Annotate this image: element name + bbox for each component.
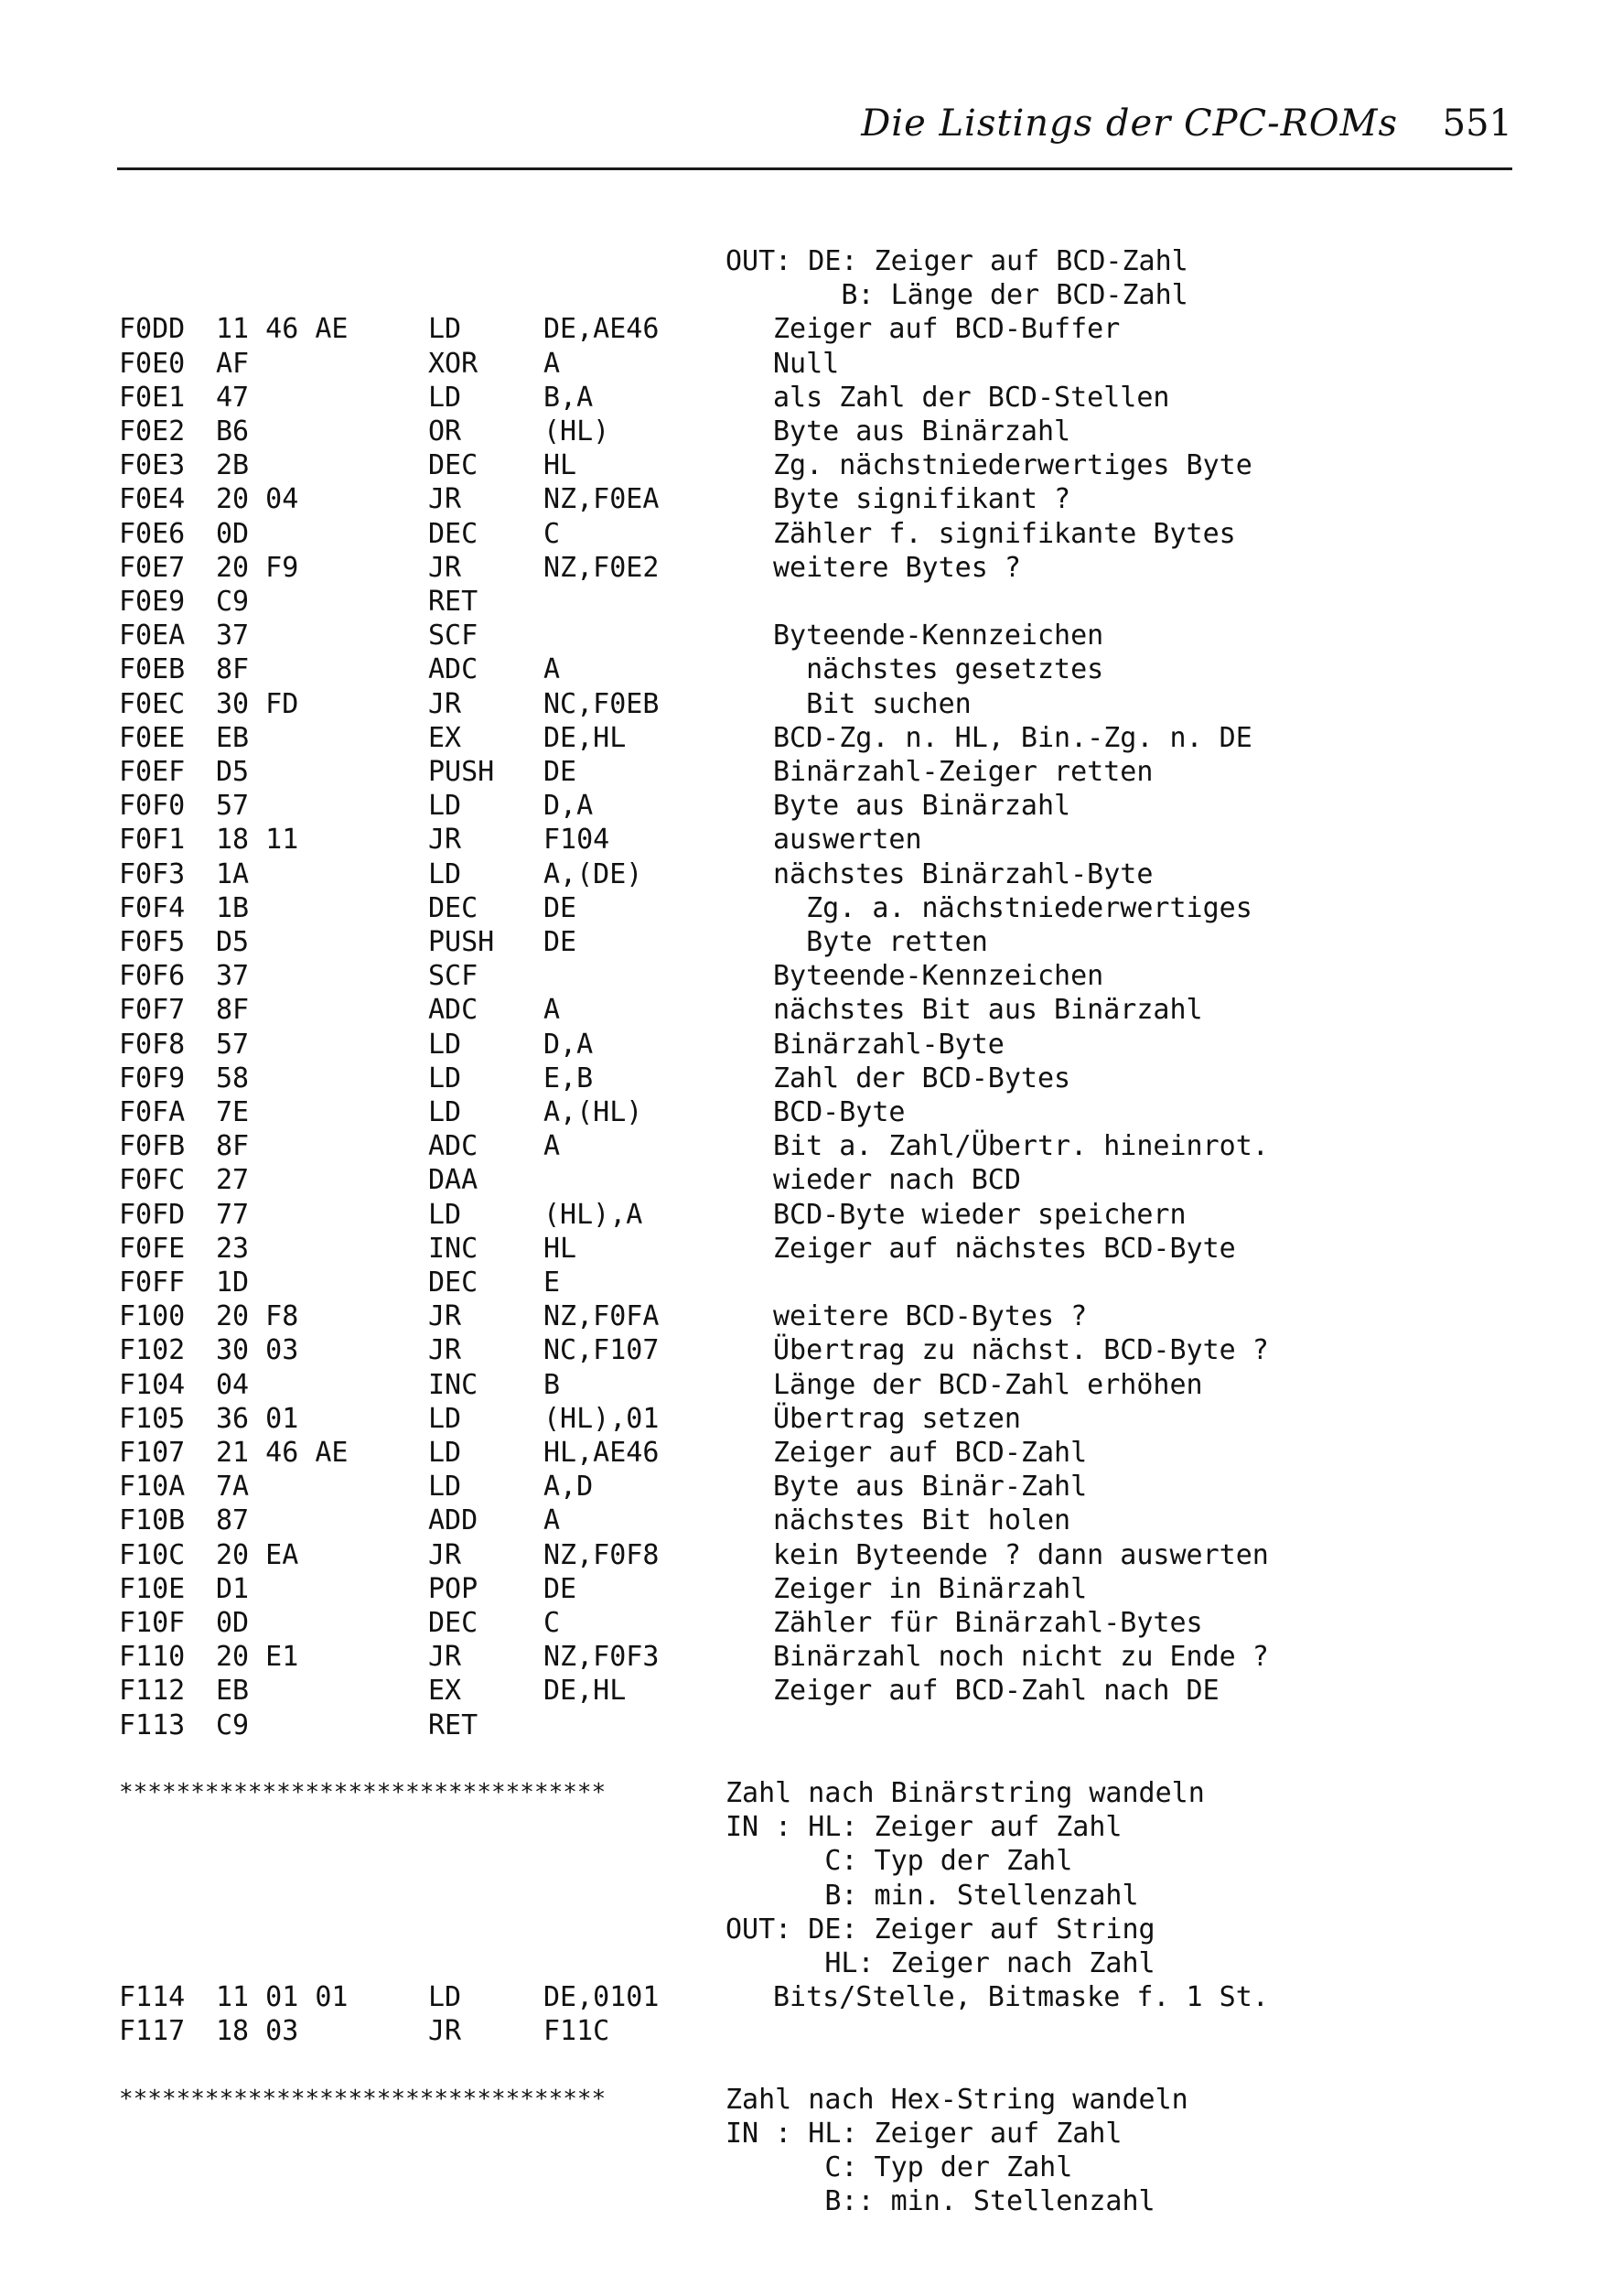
comment: Zahl der BCD-Bytes xyxy=(773,1062,1071,1094)
mnemonic: LD xyxy=(428,1198,462,1231)
opcode-bytes: 7E xyxy=(216,1096,250,1128)
opcode-bytes: 18 11 xyxy=(216,824,299,857)
mnemonic: ADD xyxy=(428,1504,478,1537)
operands: NZ,F0F3 xyxy=(543,1641,660,1674)
mnemonic: DEC xyxy=(428,1607,478,1639)
mnemonic: JR xyxy=(428,1300,462,1333)
listing-line xyxy=(0,687,1612,721)
comment: Byte retten xyxy=(773,926,988,958)
mnemonic: RET xyxy=(428,1709,478,1741)
description-text: OUT: DE: Zeiger auf String xyxy=(725,1913,1155,1946)
comment: weitere Bytes ? xyxy=(773,551,1021,584)
address: F10B xyxy=(119,1504,186,1537)
operands: NZ,F0F8 xyxy=(543,1538,660,1571)
operands: NZ,F0EA xyxy=(543,483,660,516)
opcode-bytes: 11 46 AE xyxy=(216,313,349,346)
mnemonic: LD xyxy=(428,1437,462,1469)
opcode-bytes: 87 xyxy=(216,1504,250,1537)
mnemonic: JR xyxy=(428,824,462,857)
opcode-bytes: EB xyxy=(216,721,250,754)
mnemonic: LD xyxy=(428,1028,462,1061)
comment: Binärzahl-Byte xyxy=(773,1028,1005,1061)
mnemonic: XOR xyxy=(428,347,478,380)
operands: A,(DE) xyxy=(543,857,643,890)
listing-line xyxy=(0,1028,1612,1062)
comment: Byte signifikant ? xyxy=(773,483,1071,516)
operands: DE xyxy=(543,756,577,788)
comment: Byteende-Kennzeichen xyxy=(773,620,1104,652)
address: F100 xyxy=(119,1300,186,1333)
operands: DE xyxy=(543,891,577,924)
comment: nächstes Binärzahl-Byte xyxy=(773,857,1154,890)
address: F0F8 xyxy=(119,1028,186,1061)
comment: Binärzahl-Zeiger retten xyxy=(773,756,1154,788)
address: F0E6 xyxy=(119,517,186,550)
mnemonic: LD xyxy=(428,381,462,414)
routine-separator xyxy=(0,1776,1612,1810)
operands: E,B xyxy=(543,1062,594,1094)
description-text: HL: Zeiger nach Zahl xyxy=(725,1947,1155,1979)
opcode-bytes: 37 xyxy=(216,960,250,993)
description-text: B: Länge der BCD-Zahl xyxy=(725,279,1188,312)
address: F0F3 xyxy=(119,857,186,890)
operands: DE,HL xyxy=(543,721,627,754)
comment: weitere BCD-Bytes ? xyxy=(773,1300,1088,1333)
listing-line xyxy=(0,755,1612,789)
operands: NZ,F0FA xyxy=(543,1300,660,1333)
opcode-bytes: 0D xyxy=(216,517,250,550)
listing-line xyxy=(0,1572,1612,1606)
opcode-bytes: 7A xyxy=(216,1471,250,1504)
address: F0FC xyxy=(119,1164,186,1197)
address: F10E xyxy=(119,1572,186,1605)
operands: D,A xyxy=(543,1028,594,1061)
listing-line xyxy=(0,619,1612,652)
operands: A xyxy=(543,1504,561,1537)
address: F0E7 xyxy=(119,551,186,584)
operands: A,(HL) xyxy=(543,1096,643,1128)
comment: Zeiger auf nächstes BCD-Byte xyxy=(773,1232,1236,1265)
comment: Byteende-Kennzeichen xyxy=(773,960,1104,993)
operands: E xyxy=(543,1267,561,1299)
opcode-bytes: 57 xyxy=(216,1028,250,1061)
comment: Zeiger in Binärzahl xyxy=(773,1572,1088,1605)
mnemonic: JR xyxy=(428,1641,462,1674)
star-separator: ********************************** xyxy=(119,2085,607,2113)
description-text: OUT: DE: Zeiger auf BCD-Zahl xyxy=(725,245,1188,277)
listing-line xyxy=(0,415,1612,448)
listing-line xyxy=(0,1640,1612,1674)
routine-description xyxy=(0,1879,1612,1913)
listing-line xyxy=(0,721,1612,755)
comment: Zeiger auf BCD-Zahl xyxy=(773,1437,1088,1469)
blank-line xyxy=(0,1742,1612,1776)
comment: BCD-Byte xyxy=(773,1096,906,1128)
address: F0FB xyxy=(119,1130,186,1163)
opcode-bytes: 23 xyxy=(216,1232,250,1265)
address: F0E3 xyxy=(119,449,186,482)
routine-description xyxy=(0,1844,1612,1878)
listing-line xyxy=(0,347,1612,381)
operands: C xyxy=(543,1607,561,1639)
address: F0E1 xyxy=(119,381,186,414)
opcode-bytes: 8F xyxy=(216,994,250,1027)
mnemonic: LD xyxy=(428,1471,462,1504)
opcode-bytes: 57 xyxy=(216,790,250,823)
address: F0FA xyxy=(119,1096,186,1128)
description-text: B:: min. Stellenzahl xyxy=(725,2185,1155,2218)
address: F0F4 xyxy=(119,891,186,924)
address: F0E4 xyxy=(119,483,186,516)
opcode-bytes: C9 xyxy=(216,586,250,618)
routine-description xyxy=(0,1946,1612,1980)
listing-line xyxy=(0,789,1612,823)
address: F102 xyxy=(119,1334,186,1367)
operands: A xyxy=(543,347,561,380)
comment: Übertrag setzen xyxy=(773,1402,1021,1435)
mnemonic: DAA xyxy=(428,1164,478,1197)
opcode-bytes: 18 03 xyxy=(216,2015,299,2048)
operands: DE,0101 xyxy=(543,1981,660,2014)
opcode-bytes: 1B xyxy=(216,891,250,924)
address: F0F9 xyxy=(119,1062,186,1094)
listing-line xyxy=(0,1095,1612,1129)
mnemonic: INC xyxy=(428,1368,478,1401)
opcode-bytes: 58 xyxy=(216,1062,250,1094)
opcode-bytes: 0D xyxy=(216,1607,250,1639)
opcode-bytes: 2B xyxy=(216,449,250,482)
operands: A xyxy=(543,994,561,1027)
address: F10A xyxy=(119,1471,186,1504)
mnemonic: SCF xyxy=(428,620,478,652)
address: F110 xyxy=(119,1641,186,1674)
listing-line xyxy=(0,1266,1612,1299)
listing-line xyxy=(0,1333,1612,1367)
address: F0F7 xyxy=(119,994,186,1027)
mnemonic: ADC xyxy=(428,994,478,1027)
operands: NC,F107 xyxy=(543,1334,660,1367)
address: F0E9 xyxy=(119,586,186,618)
mnemonic: DEC xyxy=(428,517,478,550)
comment: Bit suchen xyxy=(773,687,972,720)
address: F104 xyxy=(119,1368,186,1401)
routine-description xyxy=(0,2117,1612,2150)
mnemonic: OR xyxy=(428,415,462,447)
operands: (HL),A xyxy=(543,1198,643,1231)
description-text: IN : HL: Zeiger auf Zahl xyxy=(725,2118,1123,2150)
mnemonic: LD xyxy=(428,313,462,346)
mnemonic: DEC xyxy=(428,1267,478,1299)
mnemonic: EX xyxy=(428,1675,462,1708)
operands: F11C xyxy=(543,2015,610,2048)
listing-line xyxy=(0,925,1612,959)
mnemonic: JR xyxy=(428,551,462,584)
mnemonic: INC xyxy=(428,1232,478,1265)
comment: als Zahl der BCD-Stellen xyxy=(773,381,1170,414)
mnemonic: EX xyxy=(428,721,462,754)
operands: A xyxy=(543,653,561,686)
address: F0EB xyxy=(119,653,186,686)
operands: B,A xyxy=(543,381,594,414)
opcode-bytes: 30 FD xyxy=(216,687,299,720)
address: F0F1 xyxy=(119,824,186,857)
comment: nächstes Bit aus Binärzahl xyxy=(773,994,1203,1027)
comment: Zähler f. signifikante Bytes xyxy=(773,517,1236,550)
listing-line xyxy=(0,1163,1612,1197)
mnemonic: ADC xyxy=(428,653,478,686)
opcode-bytes: 20 04 xyxy=(216,483,299,516)
comment: Zg. a. nächstniederwertiges xyxy=(773,891,1252,924)
address: F10C xyxy=(119,1538,186,1571)
operands: DE xyxy=(543,926,577,958)
opcode-bytes: B6 xyxy=(216,415,250,447)
opcode-bytes: 27 xyxy=(216,1164,250,1197)
address: F117 xyxy=(119,2015,186,2048)
opcode-bytes: 8F xyxy=(216,1130,250,1163)
opcode-bytes: 36 01 xyxy=(216,1402,299,1435)
comment: Byte aus Binärzahl xyxy=(773,790,1071,823)
listing-line xyxy=(0,585,1612,619)
listing-line xyxy=(0,1402,1612,1436)
opcode-bytes: 20 E1 xyxy=(216,1641,299,1674)
mnemonic: LD xyxy=(428,1981,462,2014)
listing-line xyxy=(0,1709,1612,1742)
operands: (HL) xyxy=(543,415,610,447)
mnemonic: DEC xyxy=(428,891,478,924)
listing-line xyxy=(0,448,1612,482)
comment: Länge der BCD-Zahl erhöhen xyxy=(773,1368,1203,1401)
opcode-bytes: 20 EA xyxy=(216,1538,299,1571)
header-title: Die Listings der CPC-ROMs xyxy=(861,102,1398,145)
routine-description xyxy=(0,1913,1612,1946)
mnemonic: JR xyxy=(428,2015,462,2048)
address: F114 xyxy=(119,1981,186,2014)
blank-line xyxy=(0,2049,1612,2083)
address: F0FF xyxy=(119,1267,186,1299)
operands: DE,AE46 xyxy=(543,313,660,346)
opcode-bytes: 20 F9 xyxy=(216,551,299,584)
comment: Byte aus Binär-Zahl xyxy=(773,1471,1088,1504)
comment: wieder nach BCD xyxy=(773,1164,1021,1197)
comment: Null xyxy=(773,347,840,380)
comment: Zeiger auf BCD-Buffer xyxy=(773,313,1121,346)
mnemonic: PUSH xyxy=(428,756,495,788)
mnemonic: JR xyxy=(428,687,462,720)
opcode-bytes: 8F xyxy=(216,653,250,686)
address: F0E0 xyxy=(119,347,186,380)
listing-line xyxy=(0,823,1612,857)
routine-description xyxy=(0,2150,1612,2184)
listing-line xyxy=(0,959,1612,993)
listing-line xyxy=(0,312,1612,346)
routine-title: Zahl nach Binärstring wandeln xyxy=(725,1777,1205,1809)
listing-line xyxy=(0,1062,1612,1095)
opcode-bytes: AF xyxy=(216,347,250,380)
mnemonic: PUSH xyxy=(428,926,495,958)
listing-line xyxy=(0,652,1612,686)
operands: B xyxy=(543,1368,561,1401)
opcode-bytes: C9 xyxy=(216,1709,250,1741)
address: F0EC xyxy=(119,687,186,720)
description-text: C: Typ der Zahl xyxy=(725,1845,1073,1878)
address: F0EE xyxy=(119,721,186,754)
comment: Zg. nächstniederwertiges Byte xyxy=(773,449,1252,482)
operands: (HL),01 xyxy=(543,1402,660,1435)
star-separator: ********************************** xyxy=(119,1779,607,1806)
address: F0F0 xyxy=(119,790,186,823)
mnemonic: LD xyxy=(428,1096,462,1128)
comment: auswerten xyxy=(773,824,922,857)
opcode-bytes: 77 xyxy=(216,1198,250,1231)
operands: DE xyxy=(543,1572,577,1605)
comment: Bits/Stelle, Bitmaske f. 1 St. xyxy=(773,1981,1269,2014)
routine-separator xyxy=(0,2083,1612,2117)
mnemonic: JR xyxy=(428,1334,462,1367)
operands: C xyxy=(543,517,561,550)
address: F0EF xyxy=(119,756,186,788)
listing-line xyxy=(0,1198,1612,1232)
comment: nächstes gesetztes xyxy=(773,653,1104,686)
operands: HL,AE46 xyxy=(543,1437,660,1469)
mnemonic: ADC xyxy=(428,1130,478,1163)
comment: BCD-Zg. n. HL, Bin.-Zg. n. DE xyxy=(773,721,1252,754)
comment: kein Byteende ? dann auswerten xyxy=(773,1538,1269,1571)
listing-line xyxy=(0,1299,1612,1333)
opcode-bytes: EB xyxy=(216,1675,250,1708)
address: F10F xyxy=(119,1607,186,1639)
comment: Übertrag zu nächst. BCD-Byte ? xyxy=(773,1334,1269,1367)
address: F107 xyxy=(119,1437,186,1469)
address: F0EA xyxy=(119,620,186,652)
listing-line xyxy=(0,857,1612,891)
operands: A xyxy=(543,1130,561,1163)
listing-line xyxy=(0,482,1612,516)
listing-line xyxy=(0,1504,1612,1537)
address: F0DD xyxy=(119,313,186,346)
comment: nächstes Bit holen xyxy=(773,1504,1071,1537)
opcode-bytes: 21 46 AE xyxy=(216,1437,349,1469)
listing-line xyxy=(0,551,1612,585)
comment: Zähler für Binärzahl-Bytes xyxy=(773,1607,1203,1639)
listing-line xyxy=(0,381,1612,415)
listing-line xyxy=(0,993,1612,1027)
listing-line xyxy=(0,1538,1612,1572)
mnemonic: RET xyxy=(428,586,478,618)
mnemonic: LD xyxy=(428,790,462,823)
operands: NC,F0EB xyxy=(543,687,660,720)
opcode-bytes: 11 01 01 xyxy=(216,1981,349,2014)
opcode-bytes: 20 F8 xyxy=(216,1300,299,1333)
mnemonic: LD xyxy=(428,1402,462,1435)
address: F105 xyxy=(119,1402,186,1435)
routine-title: Zahl nach Hex-String wandeln xyxy=(725,2083,1188,2116)
description-text: B: min. Stellenzahl xyxy=(725,1879,1139,1912)
comment: Zeiger auf BCD-Zahl nach DE xyxy=(773,1675,1220,1708)
mnemonic: LD xyxy=(428,857,462,890)
address: F0FD xyxy=(119,1198,186,1231)
listing-line xyxy=(0,1129,1612,1163)
address: F0F5 xyxy=(119,926,186,958)
mnemonic: JR xyxy=(428,1538,462,1571)
mnemonic: POP xyxy=(428,1572,478,1605)
operands: F104 xyxy=(543,824,610,857)
address: F112 xyxy=(119,1675,186,1708)
opcode-bytes: 47 xyxy=(216,381,250,414)
operands: HL xyxy=(543,449,577,482)
comment: Bit a. Zahl/Übertr. hineinrot. xyxy=(773,1130,1269,1163)
listing-line xyxy=(0,1232,1612,1266)
opcode-bytes: 04 xyxy=(216,1368,250,1401)
operands: HL xyxy=(543,1232,577,1265)
opcode-bytes: 1D xyxy=(216,1267,250,1299)
listing-line xyxy=(0,1980,1612,2014)
address: F0FE xyxy=(119,1232,186,1265)
listing-line xyxy=(0,1368,1612,1402)
operands: A,D xyxy=(543,1471,594,1504)
routine-description xyxy=(0,1810,1612,1844)
listing-line xyxy=(0,2014,1612,2048)
address: F0E2 xyxy=(119,415,186,447)
routine-description xyxy=(0,2184,1612,2218)
listing-line xyxy=(0,517,1612,551)
opcode-bytes: D5 xyxy=(216,756,250,788)
description-text: C: Typ der Zahl xyxy=(725,2151,1073,2184)
listing-line xyxy=(0,1436,1612,1470)
opcode-bytes: 37 xyxy=(216,620,250,652)
operands: DE,HL xyxy=(543,1675,627,1708)
mnemonic: SCF xyxy=(428,960,478,993)
comment: BCD-Byte wieder speichern xyxy=(773,1198,1187,1231)
operands: D,A xyxy=(543,790,594,823)
address: F0F6 xyxy=(119,960,186,993)
comment: Binärzahl noch nicht zu Ende ? xyxy=(773,1641,1269,1674)
mnemonic: LD xyxy=(428,1062,462,1094)
listing-line xyxy=(0,1606,1612,1640)
page-number: 551 xyxy=(1442,102,1512,145)
routine-description xyxy=(0,278,1612,312)
mnemonic: DEC xyxy=(428,449,478,482)
opcode-bytes: D5 xyxy=(216,926,250,958)
opcode-bytes: 1A xyxy=(216,857,250,890)
listing-line xyxy=(0,1470,1612,1504)
listing-line xyxy=(0,1674,1612,1708)
address: F113 xyxy=(119,1709,186,1741)
listing-line xyxy=(0,891,1612,925)
description-text: IN : HL: Zeiger auf Zahl xyxy=(725,1811,1123,1844)
comment: Byte aus Binärzahl xyxy=(773,415,1071,447)
routine-description xyxy=(0,244,1612,278)
opcode-bytes: 30 03 xyxy=(216,1334,299,1367)
operands: NZ,F0E2 xyxy=(543,551,660,584)
opcode-bytes: D1 xyxy=(216,1572,250,1605)
mnemonic: JR xyxy=(428,483,462,516)
